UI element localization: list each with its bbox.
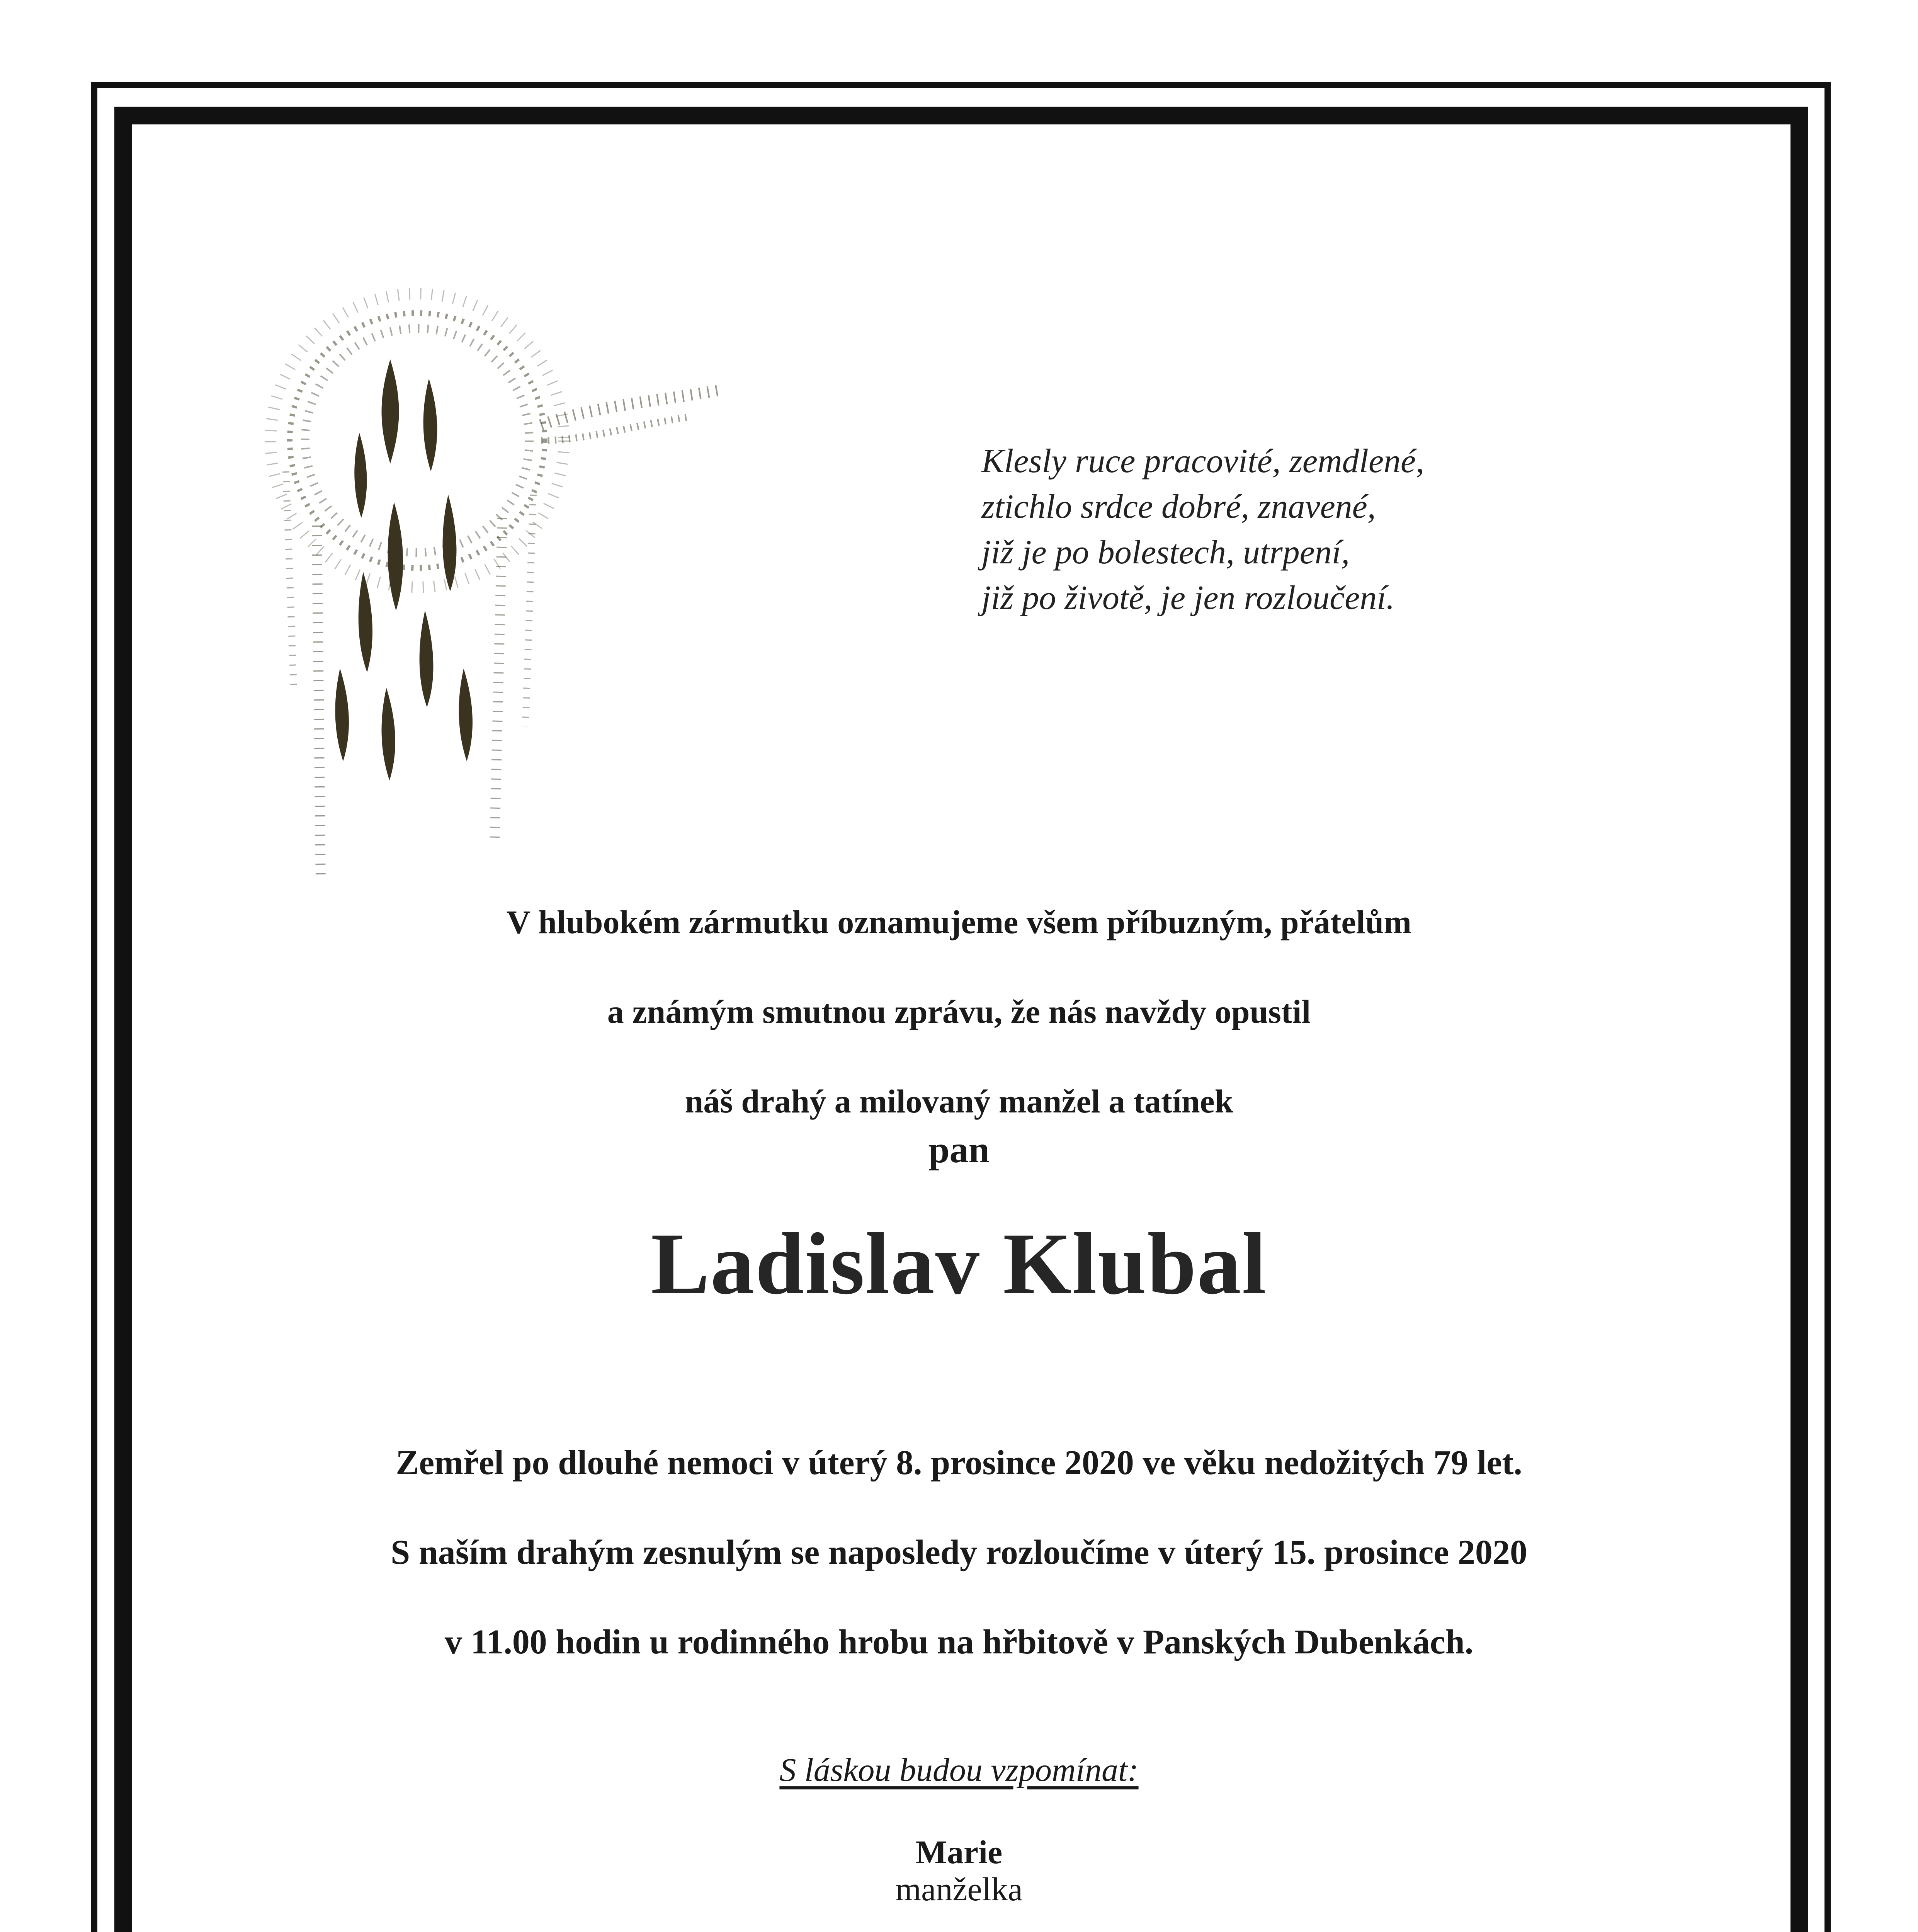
details-line: v 11.00 hodin u rodinného hrobu na hřbitově v Panských Dubenkách.	[444, 1623, 1474, 1661]
mourners-list	[0, 1833, 1918, 1932]
memorial-poem	[981, 439, 1600, 621]
poem-line: již je po bolestech, utrpení,	[981, 534, 1350, 571]
announcement-line: a známým smutnou zprávu, že nás navždy opustil	[607, 993, 1311, 1030]
poem-line: Klesly ruce pracovité, zemdlené,	[981, 442, 1425, 480]
mourner-name: Marie	[915, 1833, 1003, 1871]
announcement-text	[0, 877, 1918, 1146]
poem-line: ztichlo srdce dobré, znavené,	[981, 488, 1376, 526]
details-line: Zemřel po dlouhé nemoci v úterý 8. prosince 2020 ve věku nedožitých 79 let.	[396, 1444, 1522, 1482]
poem-line: již po životě, je jen rozloučení.	[981, 579, 1395, 617]
deceased-name: Ladislav Klubal	[651, 1215, 1267, 1313]
announcement-line: V hlubokém zármutku oznamujeme všem příbuzným, přátelům	[507, 903, 1411, 940]
funeral-details	[0, 1418, 1918, 1687]
memory-heading	[0, 1750, 1918, 1789]
mourner-relation: manželka	[895, 1871, 1023, 1908]
deceased-title: pan	[928, 1129, 990, 1171]
candle-flame-ornament	[209, 224, 804, 958]
announcement-line: náš drahý a milovaný manžel a tatínek	[685, 1083, 1233, 1120]
details-line: S naším drahým zesnulým se naposledy rozloučíme v úterý 15. prosince 2020	[391, 1533, 1527, 1571]
memory-heading-text: S láskou budou vzpomínat:	[779, 1751, 1139, 1788]
mourner-item	[0, 1833, 1918, 1908]
